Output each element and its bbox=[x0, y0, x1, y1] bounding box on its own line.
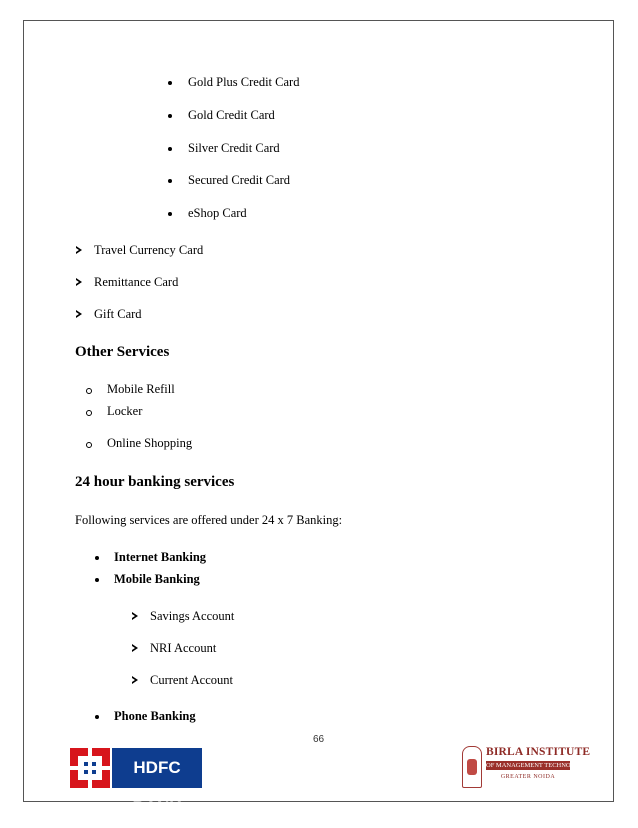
mobile-subitem: NRI Account bbox=[150, 641, 217, 655]
bullet-icon bbox=[168, 173, 172, 187]
card-subtype: eShop Card bbox=[188, 206, 247, 220]
bullet-icon bbox=[168, 75, 172, 89]
bullet-icon bbox=[168, 206, 172, 220]
birla-logo-line3: GREATER NOIDA bbox=[500, 774, 556, 780]
card-item: Gift Card bbox=[94, 307, 142, 321]
card-subtype: Gold Plus Credit Card bbox=[188, 75, 300, 89]
birla-institute-logo bbox=[462, 744, 591, 790]
card-item: Travel Currency Card bbox=[94, 243, 204, 257]
banking-intro-text: Following services are offered under 24 x 7 Banking: bbox=[75, 513, 343, 527]
bullet-icon bbox=[168, 108, 172, 122]
circle-bullet-icon bbox=[86, 388, 92, 394]
circle-bullet-icon bbox=[86, 442, 92, 448]
hdfc-bank-logo bbox=[70, 748, 202, 817]
service-item: Mobile Refill bbox=[107, 382, 175, 396]
arrow-bullet-icon bbox=[76, 310, 82, 318]
mobile-subitem: Current Account bbox=[150, 673, 233, 687]
bullet-icon bbox=[95, 572, 99, 586]
banking-item: Internet Banking bbox=[114, 550, 207, 564]
hdfc-logo-mark-icon bbox=[70, 748, 110, 788]
banking-item: Phone Banking bbox=[114, 709, 196, 723]
birla-logo-line1: BIRLA INSTITUTE bbox=[486, 746, 591, 758]
bullet-icon bbox=[95, 709, 99, 723]
card-subtype: Gold Credit Card bbox=[188, 108, 275, 122]
mobile-subitem: Savings Account bbox=[150, 609, 235, 623]
section-heading-24-hour-banking: 24 hour banking services bbox=[75, 474, 235, 490]
card-item: Remittance Card bbox=[94, 275, 179, 289]
hdfc-logo-text: HDFC BANK bbox=[112, 748, 202, 788]
arrow-bullet-icon bbox=[76, 278, 82, 286]
birla-seal-icon bbox=[462, 746, 482, 788]
birla-logo-line2: OF MANAGEMENT TECHNOLOGY bbox=[486, 762, 589, 769]
page-number: 66 bbox=[313, 734, 325, 745]
arrow-bullet-icon bbox=[76, 246, 82, 254]
service-item: Online Shopping bbox=[107, 436, 193, 450]
arrow-bullet-icon bbox=[132, 676, 138, 684]
card-subtype: Secured Credit Card bbox=[188, 173, 291, 187]
bullet-icon bbox=[168, 141, 172, 155]
arrow-bullet-icon bbox=[132, 612, 138, 620]
circle-bullet-icon bbox=[86, 410, 92, 416]
section-heading-other-services: Other Services bbox=[75, 344, 170, 360]
arrow-bullet-icon bbox=[132, 644, 138, 652]
card-subtype: Silver Credit Card bbox=[188, 141, 280, 155]
banking-item: Mobile Banking bbox=[114, 572, 200, 586]
service-item: Locker bbox=[107, 404, 143, 418]
bullet-icon bbox=[95, 550, 99, 564]
